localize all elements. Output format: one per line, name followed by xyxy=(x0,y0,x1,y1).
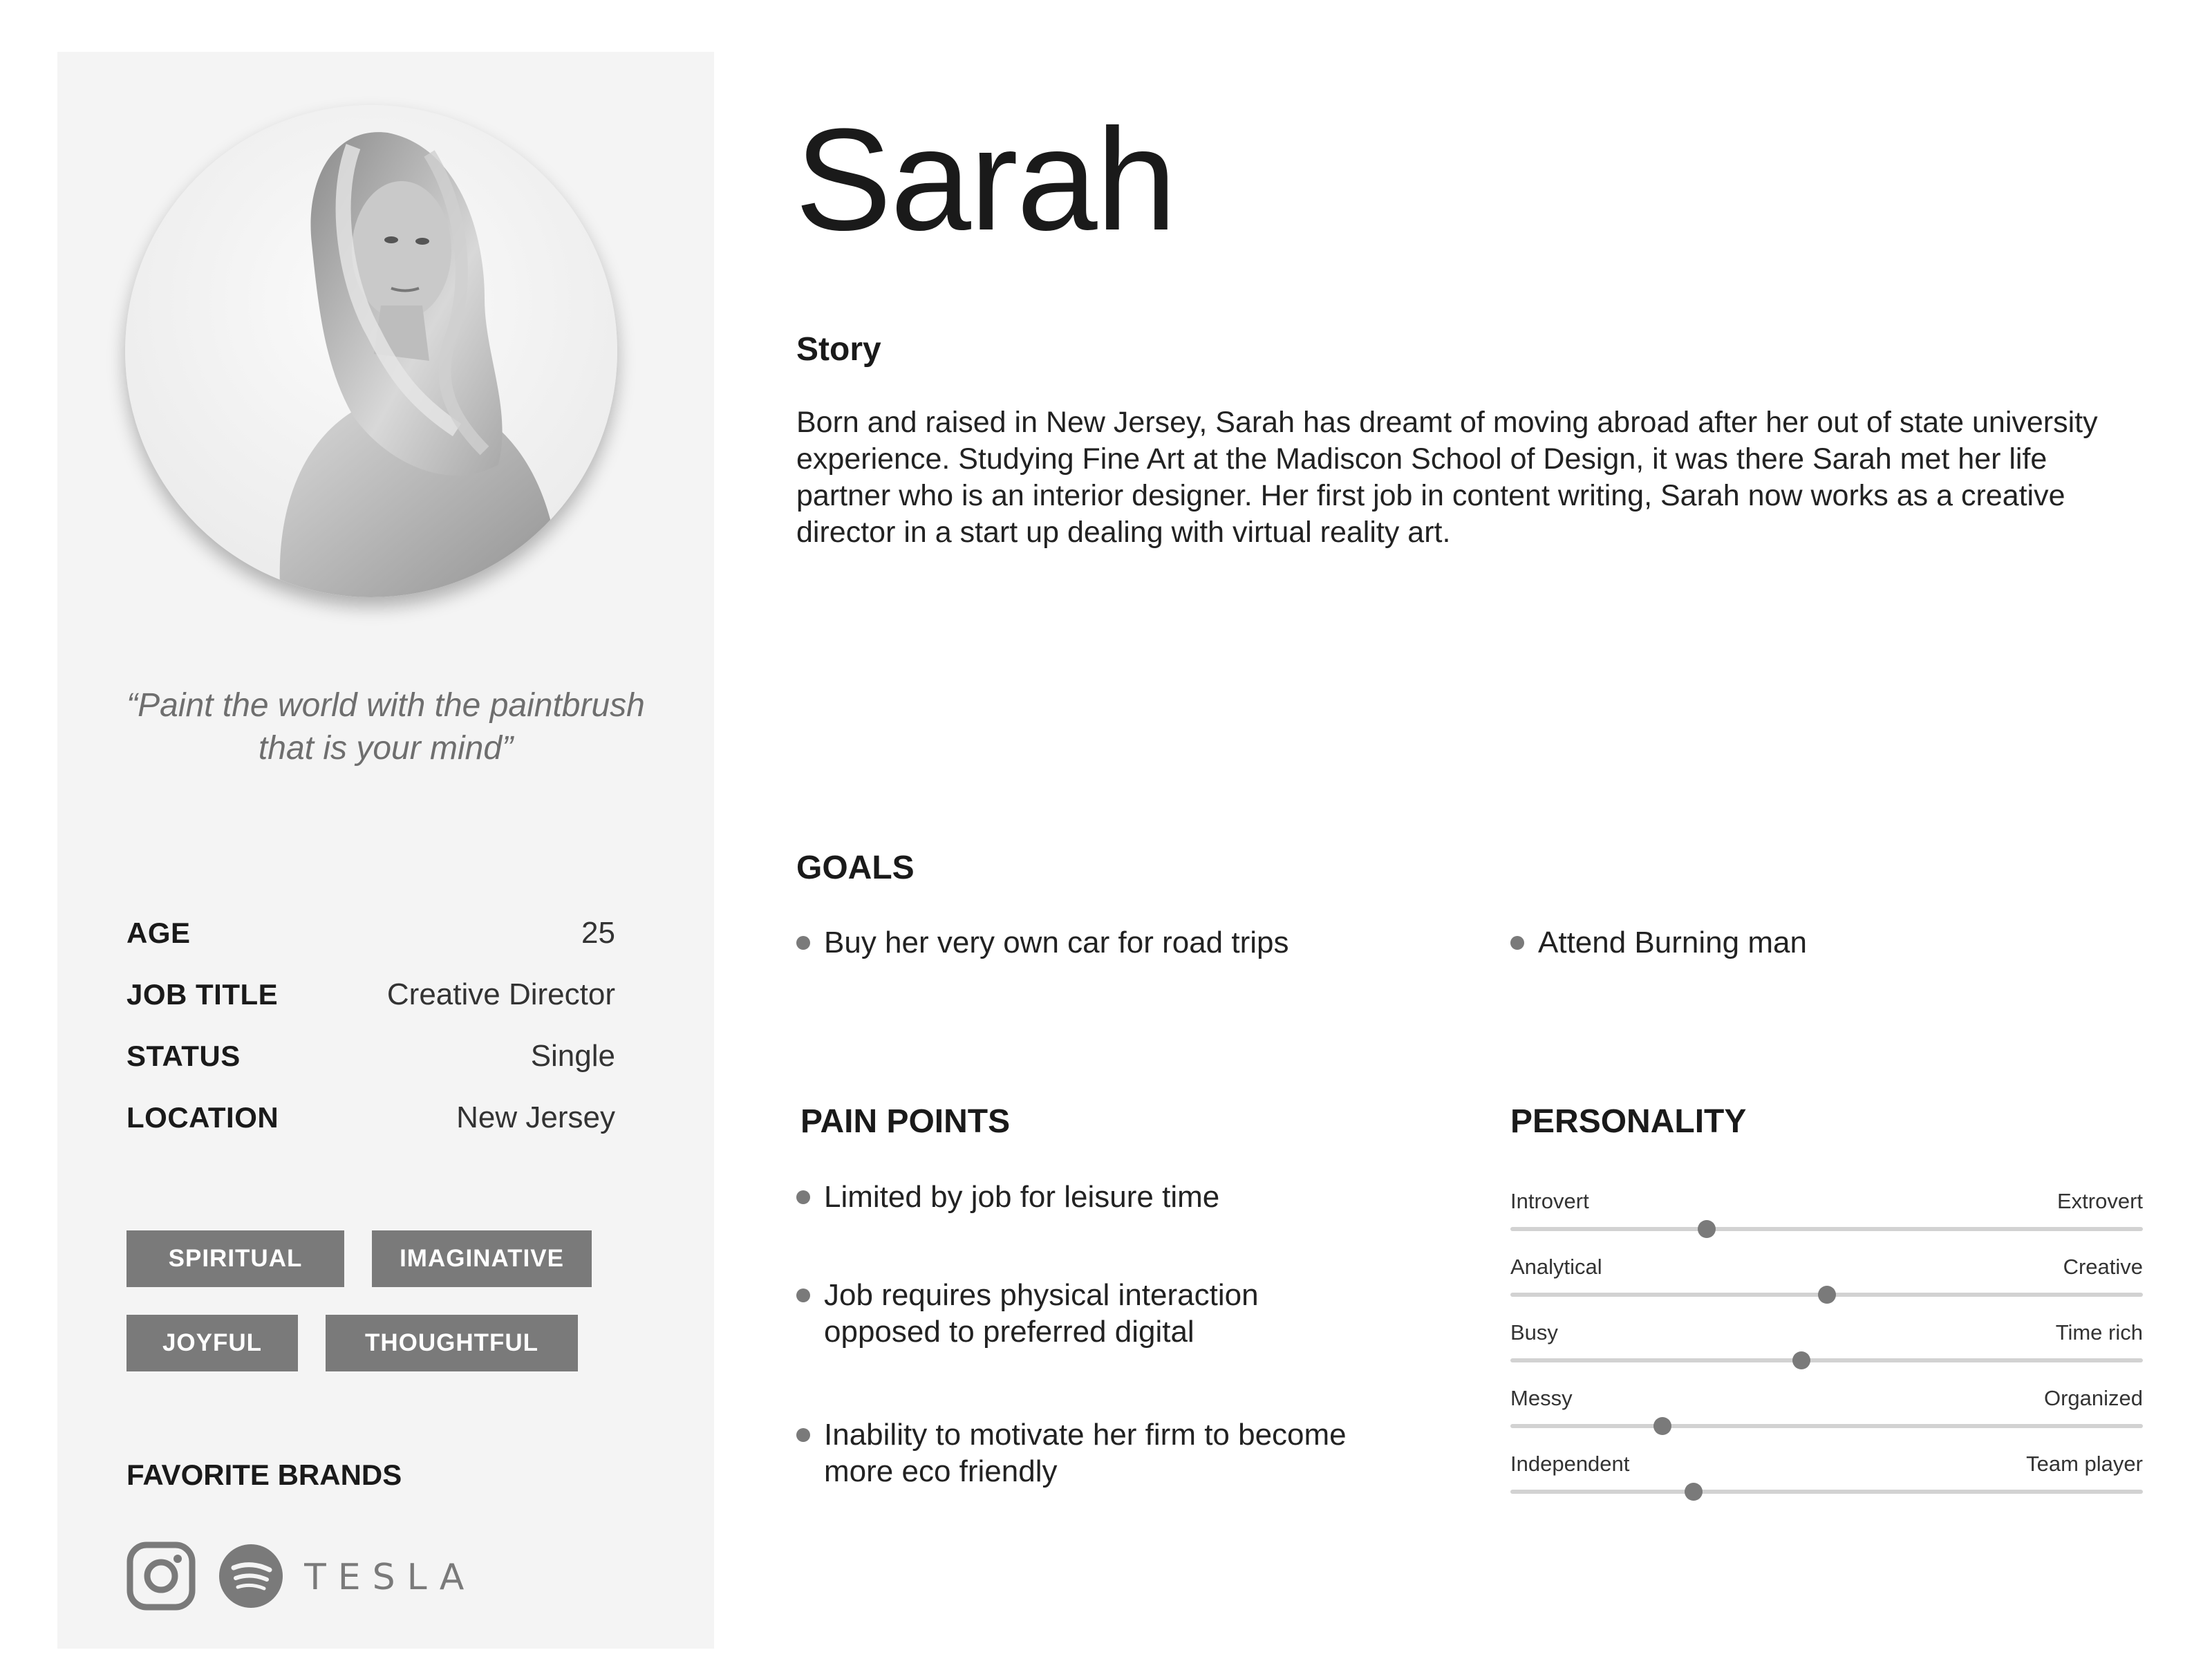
story-text: Born and raised in New Jersey, Sarah has dreamt of moving abroad after her out of state university experience. Studying Fine Art at the Madiscon School of Design, it was there Sarah met her life partner who is an interior designer. Her first job in content writing, Sarah now works as a creative director in a start up dealing with virtual reality art. xyxy=(796,406,2098,549)
slider-knob xyxy=(1792,1351,1810,1369)
quote-line: “Paint the world with the paintbrush xyxy=(126,687,645,724)
fact-value: Single xyxy=(530,1039,615,1073)
quote-line: that is your mind” xyxy=(258,730,514,767)
trait-left-label: Analytical xyxy=(1510,1255,1602,1279)
goal-item xyxy=(796,924,1288,961)
trait-left-label: Messy xyxy=(1510,1386,1573,1410)
trait-right-label: Time rich xyxy=(2055,1320,2143,1344)
trait-labels xyxy=(1510,1189,2143,1214)
trait-left-label: Introvert xyxy=(1510,1189,1589,1213)
goal-text: Attend Burning man xyxy=(1538,926,1807,959)
brands-row xyxy=(126,1541,505,1611)
goals-title: GOALS xyxy=(796,850,915,886)
trait-labels xyxy=(1510,1452,2143,1477)
facts-list xyxy=(126,916,615,1162)
fact-row-location xyxy=(126,1100,615,1162)
slider-knob xyxy=(1685,1483,1703,1501)
trait-labels xyxy=(1510,1386,2143,1411)
fact-label: STATUS xyxy=(126,1040,241,1072)
personality-title: PERSONALITY xyxy=(1510,1103,1747,1140)
persona-name: Sarah xyxy=(795,98,1176,261)
goal-item xyxy=(1510,924,1807,961)
trait-tags xyxy=(126,1230,652,1399)
slider-knob xyxy=(1653,1417,1671,1435)
brands-title: FAVORITE BRANDS xyxy=(126,1459,402,1491)
trait-right-label: Extrovert xyxy=(2056,1189,2143,1213)
fact-value: Creative Director xyxy=(386,977,615,1011)
pain-point-line: Inability to motivate her firm to become xyxy=(824,1418,1347,1452)
tesla-logo xyxy=(304,1559,505,1593)
trait-slider-independent-team-player xyxy=(1510,1452,2143,1517)
persona-quote xyxy=(71,684,700,770)
pain-point-item xyxy=(796,1416,1347,1490)
trait-right-label: Team player xyxy=(2026,1452,2143,1476)
trait-labels xyxy=(1510,1255,2143,1280)
trait-slider-introvert-extrovert xyxy=(1510,1189,2143,1255)
fact-label: JOB TITLE xyxy=(126,978,279,1011)
fact-label: AGE xyxy=(126,917,191,949)
fact-value: 25 xyxy=(581,916,615,950)
instagram-icon xyxy=(126,1541,196,1611)
trait-left-label: Busy xyxy=(1510,1320,1558,1344)
slider-track xyxy=(1510,1358,2143,1362)
tag-joyful: JOYFUL xyxy=(126,1315,298,1371)
tag-spiritual: SPIRITUAL xyxy=(126,1230,344,1287)
slider-track xyxy=(1510,1424,2143,1428)
tag-thoughtful: THOUGHTFUL xyxy=(326,1315,578,1371)
fact-label: LOCATION xyxy=(126,1101,279,1134)
trait-right-label: Organized xyxy=(2043,1386,2143,1410)
story-title: Story xyxy=(796,331,881,368)
trait-slider-busy-time-rich xyxy=(1510,1320,2143,1386)
tag-imaginative: IMAGINATIVE xyxy=(372,1230,592,1287)
spotify-icon xyxy=(218,1544,283,1609)
pain-point-item xyxy=(796,1179,1219,1215)
slider-knob xyxy=(1818,1286,1836,1304)
profile-sidebar xyxy=(57,52,714,1649)
trait-slider-messy-organized xyxy=(1510,1386,2143,1452)
pain-point-item xyxy=(796,1277,1259,1350)
slider-track xyxy=(1510,1490,2143,1494)
personality-sliders xyxy=(1510,1189,2143,1517)
avatar xyxy=(125,105,617,597)
tesla-wordmark: TESLA xyxy=(304,1559,476,1593)
goal-text: Buy her very own car for road trips xyxy=(824,926,1289,959)
pain-point-line: Limited by job for leisure time xyxy=(824,1180,1220,1214)
fact-row-age xyxy=(126,916,615,977)
portrait-photo xyxy=(125,105,617,597)
fact-value: New Jersey xyxy=(456,1100,615,1134)
pain-point-line: Job requires physical interaction xyxy=(824,1278,1259,1312)
tag-row xyxy=(126,1315,652,1371)
trait-slider-analytical-creative xyxy=(1510,1255,2143,1320)
slider-track xyxy=(1510,1227,2143,1231)
fact-row-job-title xyxy=(126,977,615,1039)
trait-right-label: Creative xyxy=(2063,1255,2143,1279)
trait-labels xyxy=(1510,1320,2143,1345)
slider-knob xyxy=(1698,1220,1716,1238)
tag-row xyxy=(126,1230,652,1287)
pain-point-line: more eco friendly xyxy=(824,1454,1058,1488)
trait-left-label: Independent xyxy=(1510,1452,1630,1476)
fact-row-status xyxy=(126,1039,615,1100)
pain-points-title: PAIN POINTS xyxy=(800,1103,1011,1140)
pain-point-line: opposed to preferred digital xyxy=(824,1315,1194,1349)
